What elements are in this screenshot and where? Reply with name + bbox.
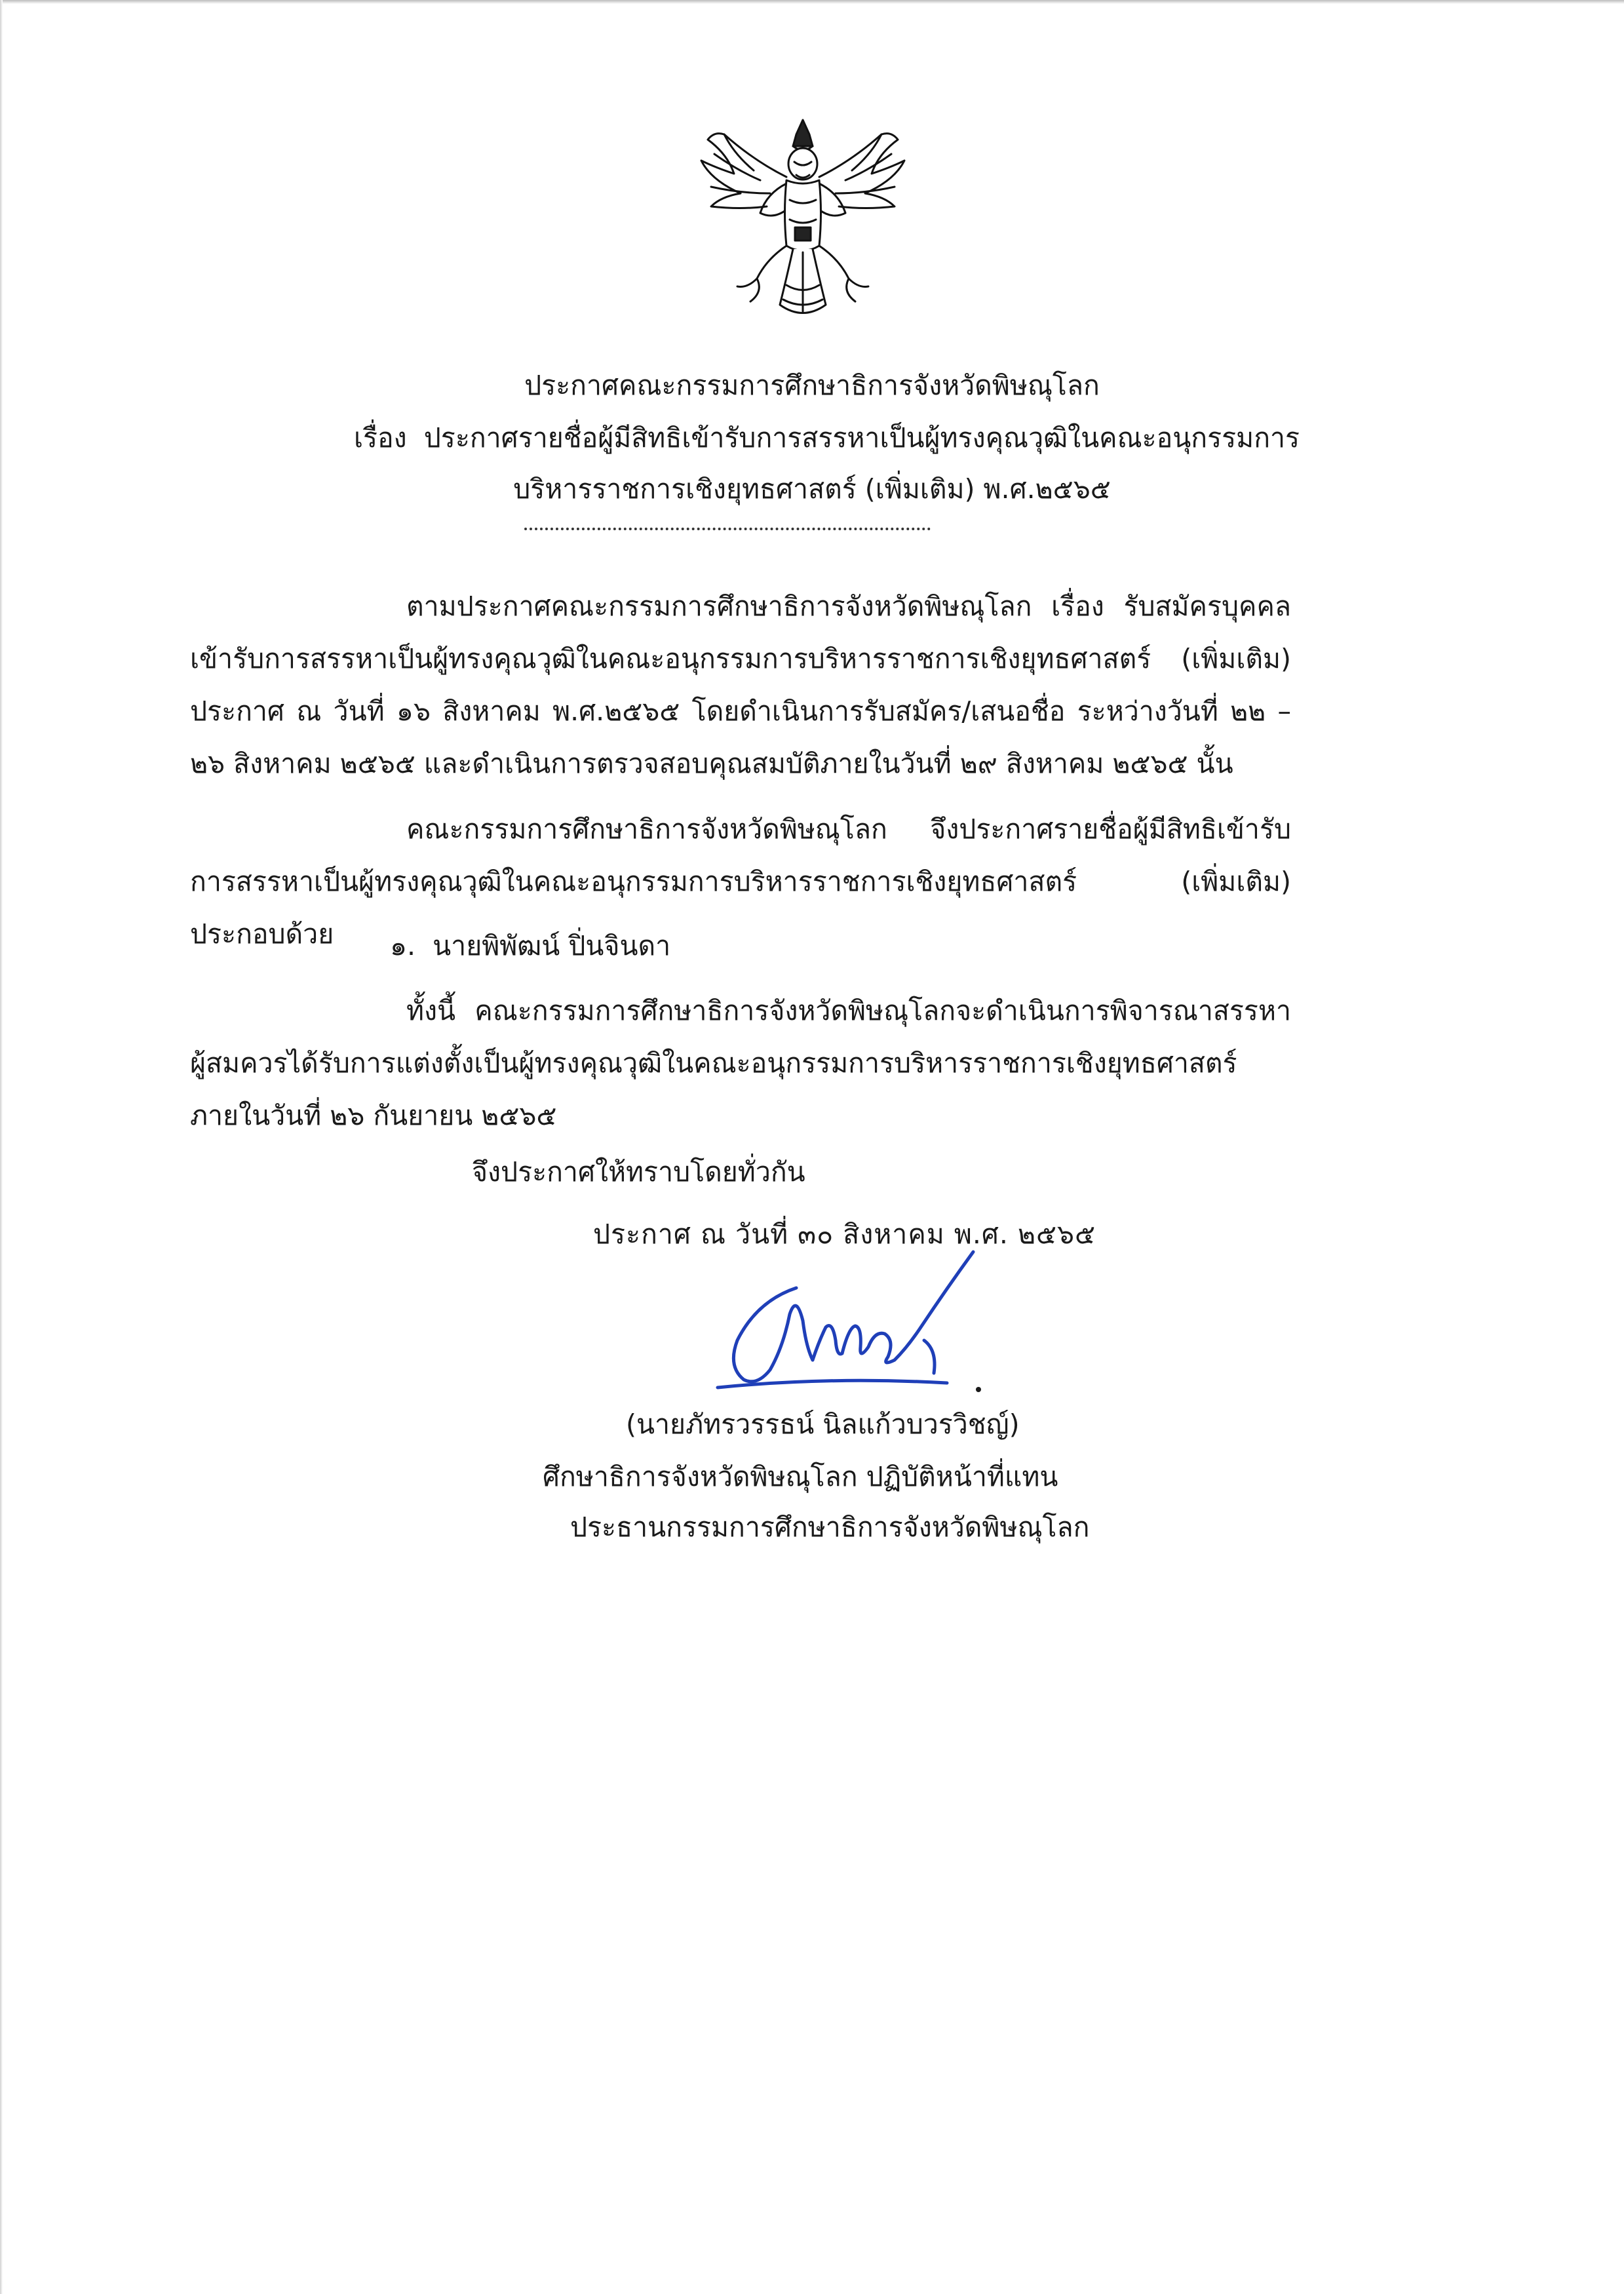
subject-label: เรื่อง: [354, 422, 407, 454]
paragraph-2: คณะกรรมการศึกษาธิการจังหวัดพิษณุโลก จึงประกาศรายชื่อผู้มีสิทธิเข้ารับการสรรหาเป็นผู้ทรงคุณวุฒิในคณะอนุกรรมการบริหารราชการเชิงยุทธศาสตร์ (เพิ่มเติม) ประกอบด้วย: [190, 813, 1291, 950]
scan-edge-left: [0, 0, 3, 2294]
signatory-name: (นายภัทรวรรธน์ นิลแก้วบวรวิชญ์): [626, 1409, 1020, 1440]
candidate-number: ๑.: [390, 930, 416, 962]
garuda-emblem-icon: [688, 115, 918, 324]
signatory-position-1: ศึกษาธิการจังหวัดพิษณุโลก ปฏิบัติหน้าที่แทน: [543, 1461, 1058, 1492]
paragraph-1: ตามประกาศคณะกรรมการศึกษาธิการจังหวัดพิษณุโลก เรื่อง รับสมัครบุคคลเข้ารับการสรรหาเป็นผู้ทรงคุณวุฒิในคณะอนุกรรมการบริหารราชการเชิงยุทธศาสตร์ (เพิ่มเติม) ประกาศ ณ วันที่ ๑๖ สิงหาคม พ.ศ.๒๕๖๕ โดยดำเนินการรับสมัคร/เสนอชื่อ ระหว่างวันที่ ๒๒ – ๒๖ สิงหาคม ๒๕๖๕ และดำเนินการตรวจสอบคุณสมบัติภายในวันที่ ๒๙ สิงหาคม ๒๕๖๕ นั้น: [190, 591, 1291, 779]
paragraph-3: ทั้งนี้ คณะกรรมการศึกษาธิการจังหวัดพิษณุโลกจะดำเนินการพิจารณาสรรหาผู้สมควรได้รับการแต่งตั้งเป็นผู้ทรงคุณวุฒิในคณะอนุกรรมการบริหารราชการเชิงยุทธศาสตร์ ภายในวันที่ ๒๖ กันยายน ๒๕๖๕: [190, 995, 1291, 1131]
candidate-name: นายพิพัฒน์ ปิ่นจินดา: [433, 930, 671, 962]
subject-line-2: บริหารราชการเชิงยุทธศาสตร์ (เพิ่มเติม) พ.ศ.๒๕๖๕: [513, 473, 1111, 505]
handwritten-signature: [698, 1249, 999, 1406]
scan-edge-top: [0, 0, 1624, 4]
announcer-title: ประกาศคณะกรรมการศึกษาธิการจังหวัดพิษณุโลก: [524, 370, 1100, 401]
candidate-item: [390, 927, 670, 964]
subject-text-1: ประกาศรายชื่อผู้มีสิทธิเข้ารับการสรรหาเป็นผู้ทรงคุณวุฒิในคณะอนุกรรมการ: [423, 422, 1300, 454]
date-line: ประกาศ ณ วันที่ ๓๐ สิงหาคม พ.ศ. ๒๕๖๕: [593, 1218, 1096, 1250]
header-divider: [524, 528, 931, 530]
closing-line: จึงประกาศให้ทราบโดยทั่วกัน: [472, 1156, 805, 1188]
signatory-position-2: ประธานกรรมการศึกษาธิการจังหวัดพิษณุโลก: [570, 1511, 1090, 1543]
subject-line-1: [354, 419, 1300, 456]
